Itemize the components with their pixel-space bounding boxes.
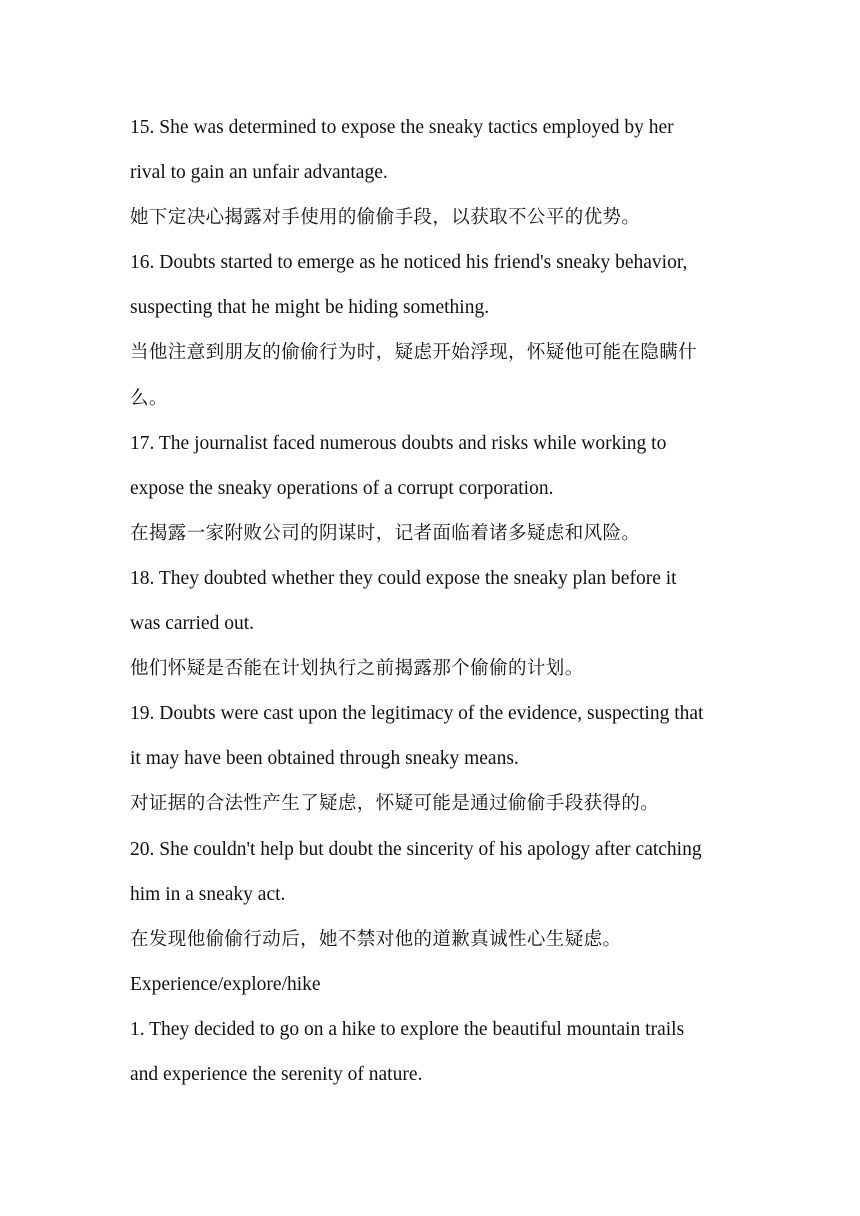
entry-16-en-line-2: suspecting that he might be hiding something. xyxy=(130,297,490,319)
entry-1-en-line-2: and experience the serenity of nature. xyxy=(130,1063,423,1085)
entry-19-en-line-1: 19. Doubts were cast upon the legitimacy of the evidence, suspecting that xyxy=(130,703,704,725)
entry-17-en-line-1: 17. The journalist faced numerous doubts and risks while working to xyxy=(130,432,667,454)
entry-16-zh-line-2: 么。 xyxy=(130,387,168,409)
entry-19-zh-line-1: 对证据的合法性产生了疑虑，怀疑可能是通过偷偷手段获得的。 xyxy=(130,793,660,815)
entry-15-en-line-1: 15. She was determined to expose the sneaky tactics employed by her xyxy=(130,117,674,138)
entry-18-en-line-2: was carried out. xyxy=(130,613,254,635)
entry-15-en-line-2: rival to gain an unfair advantage. xyxy=(130,162,388,184)
entry-20-en-line-1: 20. She couldn't help but doubt the sincerity of his apology after catching xyxy=(130,838,702,860)
entry-15-zh-line-1: 她下定决心揭露对手使用的偷偷手段，以获取不公平的优势。 xyxy=(130,207,641,229)
entry-18-zh-line-1: 他们怀疑是否能在计划执行之前揭露那个偷偷的计划。 xyxy=(130,658,584,680)
entry-16-en-line-1: 16. Doubts started to emerge as he noticed his friend's sneaky behavior, xyxy=(130,252,688,274)
entry-20-en-line-2: him in a sneaky act. xyxy=(130,883,286,905)
section-heading: Experience/explore/hike xyxy=(130,973,321,995)
entry-20-zh-line-1: 在发现他偷偷行动后，她不禁对他的道歉真诚性心生疑虑。 xyxy=(130,928,622,950)
entry-16-zh-line-1: 当他注意到朋友的偷偷行为时，疑虑开始浮现，怀疑他可能在隐瞒什 xyxy=(130,342,698,364)
entry-17-zh-line-1: 在揭露一家附败公司的阴谋时，记者面临着诸多疑虑和风险。 xyxy=(130,522,641,544)
entry-19-en-line-2: it may have been obtained through sneaky means. xyxy=(130,748,519,770)
entry-18-en-line-1: 18. They doubted whether they could expose the sneaky plan before it xyxy=(130,567,677,589)
entry-17-en-line-2: expose the sneaky operations of a corrupt corporation. xyxy=(130,477,554,499)
entry-1-en-line-1: 1. They decided to go on a hike to explore the beautiful mountain trails xyxy=(130,1018,685,1040)
document-body xyxy=(130,105,740,1097)
